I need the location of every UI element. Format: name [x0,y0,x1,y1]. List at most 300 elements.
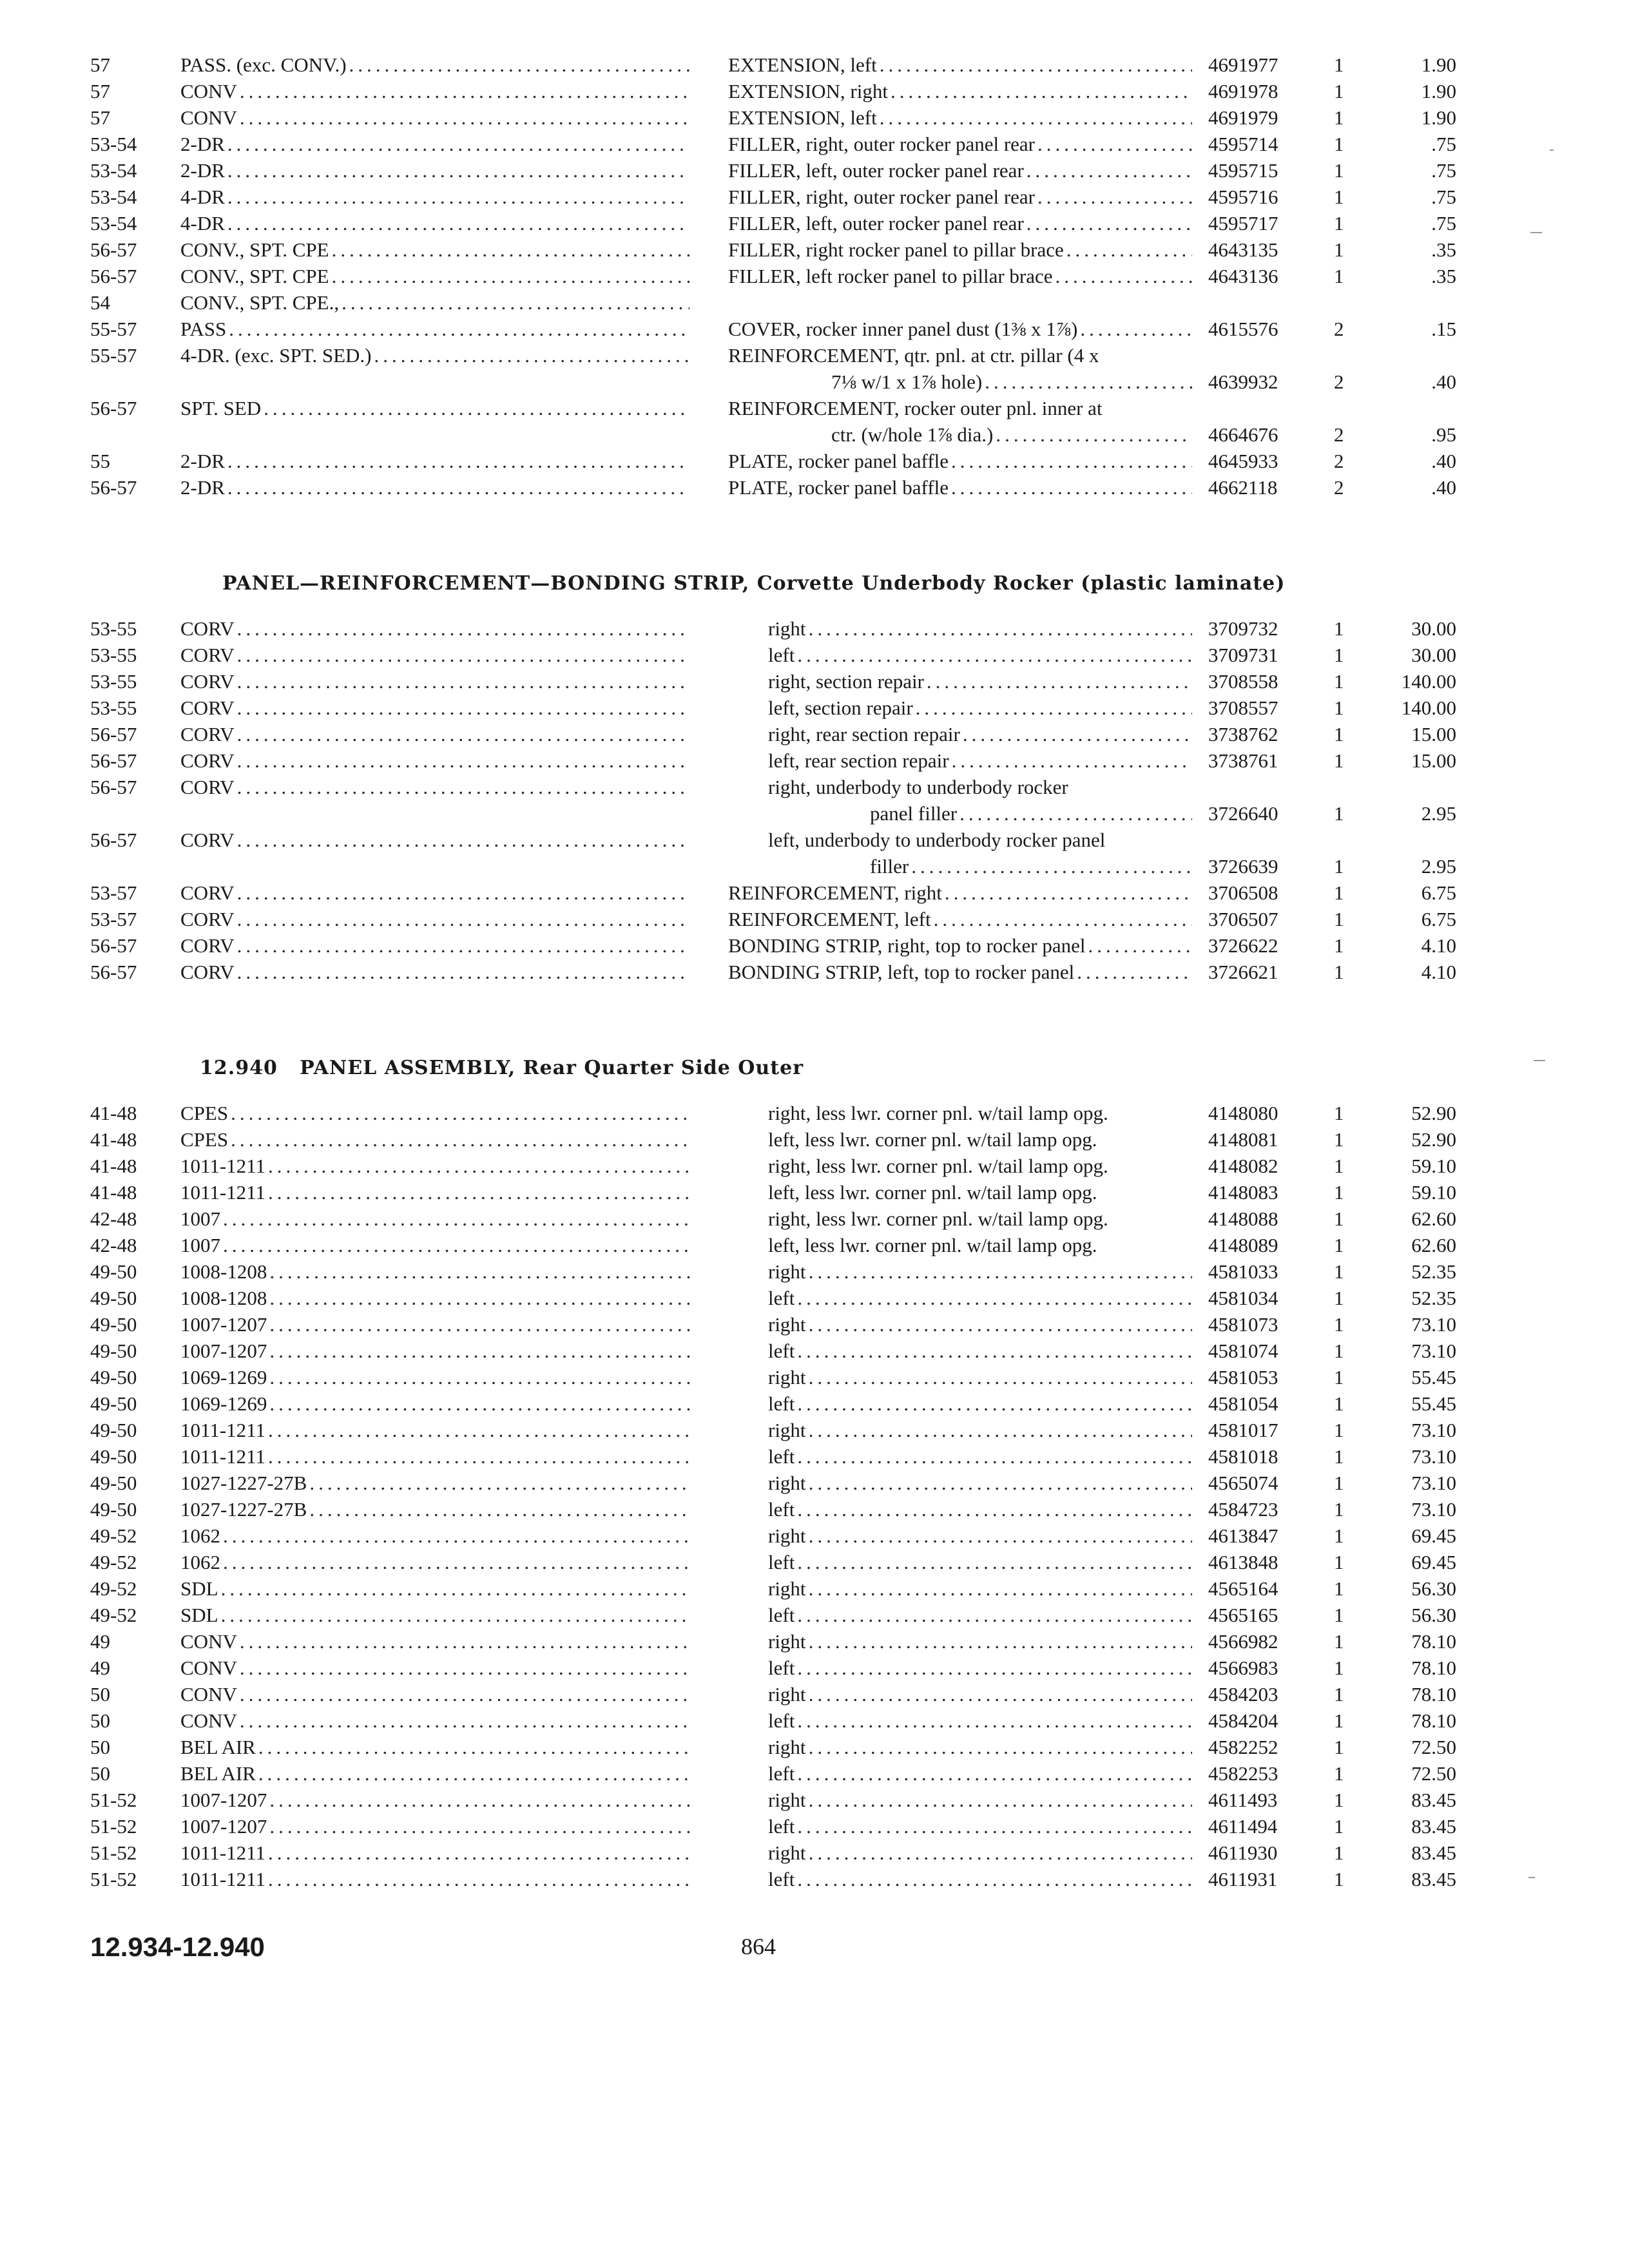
table-row [90,131,1456,157]
model-text: CONV [180,1709,237,1732]
description-cell [768,1179,1192,1206]
part-number-cell: 4148089 [1208,1234,1278,1256]
parts-table-section-1 [90,52,1456,501]
description-text: EXTENSION, left [728,53,877,76]
part-number-cell: 4581017 [1208,1419,1278,1441]
part-number-cell: 4581074 [1208,1340,1278,1362]
quantity-cell: 1 [1334,53,1344,76]
year-cell: 50 [90,1709,110,1732]
table-row [90,1707,1456,1734]
description-text: BONDING STRIP, right, top to rocker panel [728,934,1086,957]
model-cell [180,721,689,747]
description-cell [768,1866,1192,1892]
leader-dots [1037,184,1192,210]
year-cell: 56-57 [90,723,137,745]
leader-dots [221,1575,689,1602]
model-cell [180,1523,689,1549]
year-cell: 49-52 [90,1604,137,1626]
part-number-cell: 4584723 [1208,1498,1278,1521]
table-row [90,959,1456,985]
table-row [90,747,1456,774]
year-cell: 41-48 [90,1102,137,1124]
leader-dots [240,1628,689,1655]
description-cell [728,906,1192,932]
price-cell: 52.90 [1411,1102,1456,1124]
leader-dots [880,104,1192,131]
table-row [90,1232,1456,1258]
quantity-cell: 1 [1334,1683,1344,1706]
quantity-cell: 1 [1334,1207,1344,1230]
price-cell: 140.00 [1401,670,1456,693]
leader-dots [809,615,1192,642]
description-text: left, less lwr. corner pnl. w/tail lamp opg. [768,1128,1097,1151]
model-cell [180,52,689,78]
price-cell: 4.10 [1421,934,1456,957]
model-cell [180,289,689,316]
model-cell [180,1179,689,1206]
description-cell [768,1364,1192,1390]
price-cell: 83.45 [1411,1841,1456,1864]
table-row [90,1100,1456,1126]
table-row [90,1681,1456,1707]
price-cell: .95 [1431,423,1456,446]
leader-dots [237,747,689,774]
model-text: 2-DR [180,450,225,472]
leader-dots [911,853,1192,879]
year-cell: 56-57 [90,934,137,957]
table-row [90,1364,1456,1390]
description-text: REINFORCEMENT, rocker outer pnl. inner at [728,397,1103,419]
table-row [90,1285,1456,1311]
price-cell: 73.10 [1411,1498,1456,1521]
description-cell [768,747,1192,774]
description-cell [768,1232,1192,1258]
description-text: left, underbody to underbody rocker panel [768,829,1106,851]
leader-dots [809,1470,1192,1496]
quantity-cell: 1 [1334,1524,1344,1547]
leader-dots [797,1760,1192,1787]
quantity-cell: 1 [1334,1762,1344,1785]
quantity-cell: 1 [1334,855,1344,878]
model-cell [180,642,689,668]
price-cell: 1.90 [1421,80,1456,102]
year-cell: 50 [90,1683,110,1706]
leader-dots [269,1813,689,1840]
table-row [90,879,1456,906]
leader-dots [809,1681,1192,1707]
part-number-cell: 4565164 [1208,1577,1278,1600]
leader-dots [237,615,689,642]
description-cell [728,342,1192,369]
year-cell: 50 [90,1762,110,1785]
leader-dots [797,642,1192,668]
description-text: left [768,1392,795,1415]
description-text: left [768,1762,795,1785]
leader-dots [227,474,689,501]
description-cell [768,1813,1192,1840]
part-number-cell: 4595714 [1208,133,1278,155]
leader-dots [240,104,689,131]
leader-dots [951,474,1192,501]
description-cell [768,1338,1192,1364]
table-row [90,104,1456,131]
description-cell [768,1523,1192,1549]
description-cell [768,1153,1192,1179]
table-row [90,236,1456,263]
leader-dots [797,1866,1192,1892]
part-number-cell: 4148083 [1208,1181,1278,1204]
year-cell: 49-50 [90,1498,137,1521]
part-number-cell: 4595716 [1208,186,1278,208]
leader-dots [1055,263,1192,289]
quantity-cell: 1 [1334,644,1344,666]
footer-section-range: 12.934-12.940 [90,1932,265,1962]
description-text: right [768,1419,806,1441]
description-cell [768,1602,1192,1628]
part-number-cell: 3709732 [1208,617,1278,640]
model-cell [180,236,689,263]
price-cell: 69.45 [1411,1524,1456,1547]
model-text: 1007 [180,1234,220,1256]
year-cell: 55 [90,450,110,472]
model-text: SDL [180,1604,218,1626]
quantity-cell: 1 [1334,1155,1344,1177]
year-cell: 49-50 [90,1472,137,1494]
quantity-cell: 1 [1334,908,1344,930]
table-row [90,827,1366,853]
model-text: CPES [180,1102,229,1124]
price-cell: 83.45 [1411,1868,1456,1890]
price-cell: 78.10 [1411,1709,1456,1732]
model-cell [180,695,689,721]
table-row [90,342,1366,369]
price-cell: .75 [1431,159,1456,182]
description-text: COVER, rocker inner panel dust (1⅜ x 1⅞) [728,318,1078,340]
part-number-cell: 4611494 [1208,1815,1278,1838]
quantity-cell: 1 [1334,1313,1344,1336]
model-text: SDL [180,1577,218,1600]
price-cell: .40 [1431,450,1456,472]
price-cell: 78.10 [1411,1630,1456,1653]
price-cell: .75 [1431,212,1456,235]
leader-dots [221,1602,689,1628]
model-text: CORV [180,670,235,693]
leader-dots [227,131,689,157]
model-text: 1011-1211 [180,1868,266,1890]
year-cell: 51-52 [90,1868,137,1890]
leader-dots [268,1153,689,1179]
model-cell [180,1734,689,1760]
year-cell: 49 [90,1630,110,1653]
table-row [90,1813,1456,1840]
price-cell: 55.45 [1411,1366,1456,1389]
price-cell: 73.10 [1411,1472,1456,1494]
model-cell [180,1417,689,1443]
model-text: 1069-1269 [180,1366,267,1389]
year-cell: 53-54 [90,159,137,182]
leader-dots [985,369,1192,395]
leader-dots [268,1179,689,1206]
table-row [90,78,1456,104]
leader-dots [797,1496,1192,1523]
description-text: left [768,1287,795,1309]
leader-dots [268,1443,689,1470]
year-cell: 53-54 [90,186,137,208]
price-cell: 69.45 [1411,1551,1456,1573]
price-cell: 15.00 [1411,723,1456,745]
description-text: EXTENSION, left [728,106,877,129]
part-number-cell: 4566982 [1208,1630,1278,1653]
model-text: 1011-1211 [180,1155,266,1177]
description-cell [728,131,1192,157]
quantity-cell: 1 [1334,670,1344,693]
part-number-cell: 4595717 [1208,212,1278,235]
year-cell: 56-57 [90,397,137,419]
leader-dots [349,52,689,78]
price-cell: 30.00 [1411,644,1456,666]
description-text: FILLER, left, outer rocker panel rear [728,212,1024,235]
leader-dots [1037,131,1192,157]
table-row [90,184,1456,210]
quantity-cell: 1 [1334,212,1344,235]
quantity-cell: 1 [1334,1630,1344,1653]
part-number-cell: 4639932 [1208,370,1278,393]
price-cell: 2.95 [1421,802,1456,825]
part-number-cell: 3726622 [1208,934,1278,957]
part-number-cell: 4581033 [1208,1260,1278,1283]
leader-dots [237,774,689,800]
leader-dots [237,959,689,985]
leader-dots [963,721,1192,747]
description-text: REINFORCEMENT, qtr. pnl. at ctr. pillar (4 x [728,344,1099,367]
leader-dots [945,879,1192,906]
description-cell [728,52,1192,78]
leader-dots [332,236,689,263]
price-cell: .15 [1431,318,1456,340]
quantity-cell: 1 [1334,1709,1344,1732]
model-cell [180,1760,689,1787]
description-cell [728,932,1192,959]
year-cell: 55-57 [90,344,137,367]
quantity-cell: 1 [1334,1287,1344,1309]
quantity-cell: 1 [1334,1445,1344,1468]
description-cell [768,1628,1192,1655]
model-text: CONV [180,80,237,102]
model-cell [180,906,689,932]
leader-dots [268,1866,689,1892]
table-row [90,1258,1456,1285]
description-cell [768,827,1192,853]
model-cell [180,1496,689,1523]
model-text: CORV [180,617,235,640]
description-cell [768,1443,1192,1470]
part-number-cell: 4611930 [1208,1841,1278,1864]
quantity-cell: 1 [1334,1868,1344,1890]
leader-dots [951,448,1192,474]
price-cell: .40 [1431,370,1456,393]
table-row [90,448,1456,474]
price-cell: 73.10 [1411,1340,1456,1362]
model-text: 1011-1211 [180,1445,266,1468]
model-cell [180,827,689,853]
leader-dots [797,1338,1192,1364]
price-cell: 1.90 [1421,53,1456,76]
leader-dots [809,1787,1192,1813]
description-cell [768,721,1192,747]
leader-dots [269,1364,689,1390]
model-text: CORV [180,934,235,957]
scan-mark [1530,232,1542,233]
leader-dots [996,421,1192,448]
model-cell [180,1840,689,1866]
model-cell [180,1602,689,1628]
year-cell: 50 [90,1736,110,1758]
description-text: right, less lwr. corner pnl. w/tail lamp opg. [768,1207,1108,1230]
quantity-cell: 1 [1334,749,1344,772]
leader-dots [227,210,689,236]
section-heading-bonding-strip: PANEL—REINFORCEMENT—BONDING STRIP, Corvette Underbody Rocker (plastic laminate) [222,572,1286,595]
description-text: right [768,1841,806,1864]
description-cell [728,959,1192,985]
year-cell: 49-50 [90,1260,137,1283]
description-text: right, underbody to underbody rocker [768,776,1068,798]
leader-dots [797,1390,1192,1417]
year-cell: 49-50 [90,1287,137,1309]
quantity-cell: 1 [1334,80,1344,102]
description-text: left [768,1340,795,1362]
model-cell [180,184,689,210]
model-text: CONV., SPT. CPE [180,238,329,261]
description-text: left, section repair [768,697,913,719]
quantity-cell: 2 [1334,370,1344,393]
price-cell: 73.10 [1411,1419,1456,1441]
price-cell: 56.30 [1411,1604,1456,1626]
part-number-cell: 4643135 [1208,238,1278,261]
year-cell: 53-55 [90,670,137,693]
description-cell [768,1470,1192,1496]
model-cell [180,210,689,236]
description-cell [728,104,1192,131]
leader-dots [231,1126,689,1153]
year-cell: 51-52 [90,1841,137,1864]
model-text: 1062 [180,1524,220,1547]
leader-dots [237,668,689,695]
leader-dots [809,1364,1192,1390]
table-row [90,695,1456,721]
price-cell: 83.45 [1411,1789,1456,1811]
part-number-cell: 4566983 [1208,1657,1278,1679]
model-text: 1007 [180,1207,220,1230]
leader-dots [797,1602,1192,1628]
model-text: CORV [180,697,235,719]
description-cell [768,1707,1192,1734]
description-text: ctr. (w/hole 1⅞ dia.) [831,423,994,446]
description-cell [728,157,1192,184]
leader-dots [240,78,689,104]
leader-dots [332,263,689,289]
table-row [90,1206,1456,1232]
leader-dots [264,395,689,421]
model-text: CORV [180,908,235,930]
quantity-cell: 1 [1334,1736,1344,1758]
quantity-cell: 1 [1334,186,1344,208]
description-text: right [768,1524,806,1547]
model-cell [180,1338,689,1364]
part-number-cell: 4148080 [1208,1102,1278,1124]
quantity-cell: 1 [1334,1472,1344,1494]
leader-dots [227,184,689,210]
table-row [90,668,1456,695]
model-cell [180,668,689,695]
table-row [90,642,1456,668]
parts-table-section-2 [90,615,1456,985]
part-number-cell: 4581053 [1208,1366,1278,1389]
model-cell [180,879,689,906]
model-text: CORV [180,961,235,983]
description-cell [831,369,1192,395]
leader-dots [240,1655,689,1681]
leader-dots [237,932,689,959]
price-cell: .35 [1431,238,1456,261]
model-text: 1027-1227-27B [180,1472,307,1494]
model-text: CONV [180,1683,237,1706]
year-cell: 56-57 [90,749,137,772]
model-text: CONV., SPT. CPE., [180,291,340,314]
leader-dots [258,1734,689,1760]
model-text: PASS. (exc. CONV.) [180,53,347,76]
year-cell: 49 [90,1657,110,1679]
table-row [90,52,1456,78]
part-number-cell: 4691977 [1208,53,1278,76]
description-cell [728,236,1192,263]
quantity-cell: 1 [1334,1234,1344,1256]
description-text: right [768,1472,806,1494]
quantity-cell: 1 [1334,159,1344,182]
description-cell [768,1840,1192,1866]
quantity-cell: 1 [1334,1815,1344,1838]
model-cell [180,395,689,421]
model-text: 1069-1269 [180,1392,267,1415]
description-text: right [768,1260,806,1283]
model-text: CONV [180,1657,237,1679]
description-text: left [768,1604,795,1626]
table-row [90,1602,1456,1628]
description-cell [768,1655,1192,1681]
leader-dots [231,1100,689,1126]
part-number-cell: 3709731 [1208,644,1278,666]
leader-dots [237,642,689,668]
leader-dots [880,52,1192,78]
leader-dots [269,1787,689,1813]
part-number-cell: 4691978 [1208,80,1278,102]
part-number-cell: 4584203 [1208,1683,1278,1706]
quantity-cell: 1 [1334,1392,1344,1415]
leader-dots [809,1311,1192,1338]
year-cell: 51-52 [90,1789,137,1811]
year-cell: 49-50 [90,1313,137,1336]
leader-dots [934,906,1192,932]
table-row [90,1575,1456,1602]
price-cell: 55.45 [1411,1392,1456,1415]
part-number-cell: 4613848 [1208,1551,1278,1573]
leader-dots [269,1258,689,1285]
leader-dots [223,1232,689,1258]
price-cell: 4.10 [1421,961,1456,983]
model-text: CORV [180,776,235,798]
model-cell [180,474,689,501]
leader-dots [809,1628,1192,1655]
quantity-cell: 1 [1334,961,1344,983]
